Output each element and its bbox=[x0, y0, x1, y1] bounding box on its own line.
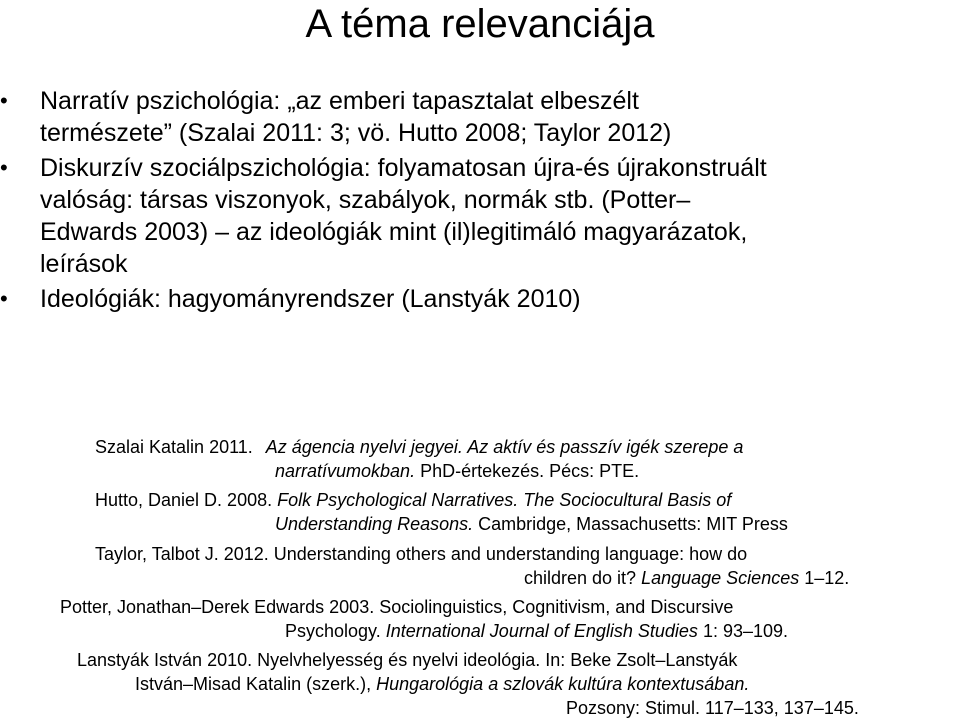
bullet-line: Diskurzív szociálpszichológia: folyamatosan újra-és újrakonstruált bbox=[40, 154, 767, 182]
ref-title: Understanding Reasons. bbox=[275, 514, 474, 534]
ref-text: children do it? bbox=[524, 568, 637, 588]
bullet-icon: • bbox=[0, 286, 8, 311]
reference-potter bbox=[60, 596, 733, 619]
reference-lanstyak bbox=[77, 649, 737, 672]
ref-title: narratívumokban. bbox=[275, 461, 416, 481]
bullet-item bbox=[0, 85, 960, 149]
reference-lanstyak-cont2 bbox=[566, 697, 859, 720]
reference-szalai bbox=[95, 436, 743, 459]
reference-lanstyak-cont bbox=[135, 673, 749, 696]
ref-text: 1–12. bbox=[804, 568, 850, 588]
bullet-icon: • bbox=[0, 88, 8, 113]
bullet-list bbox=[0, 85, 960, 315]
reference-taylor-cont bbox=[524, 567, 849, 590]
reference-szalai-cont bbox=[275, 460, 639, 483]
ref-text: István–Misad Katalin (szerk.), bbox=[135, 674, 372, 694]
ref-text: Pozsony: Stimul. 117–133, 137–145. bbox=[566, 698, 859, 718]
reference-potter-cont bbox=[285, 620, 788, 643]
ref-text: 1: 93–109. bbox=[702, 621, 789, 641]
ref-title: International Journal of English Studies bbox=[385, 621, 698, 641]
ref-title: Hungarológia a szlovák kultúra kontextusában. bbox=[376, 674, 750, 694]
bullet-item bbox=[0, 152, 960, 280]
ref-text: Cambridge, Massachusetts: MIT Press bbox=[478, 514, 788, 534]
bullet-line: természete” (Szalai 2011: 3; vö. Hutto 2008; Taylor 2012) bbox=[40, 119, 672, 147]
ref-text: Taylor, Talbot J. 2012. Understanding others and understanding language: how do bbox=[95, 544, 748, 564]
ref-text: Potter, Jonathan–Derek Edwards 2003. Sociolinguistics, Cognitivism, and Discursive bbox=[60, 597, 734, 617]
ref-title: Language Sciences bbox=[641, 568, 800, 588]
ref-title: Folk Psychological Narratives. The Sociocultural Basis of bbox=[277, 490, 732, 510]
ref-text: PhD-értekezés. Pécs: PTE. bbox=[420, 461, 640, 481]
bullet-line: valóság: társas viszonyok, szabályok, normák stb. (Potter– bbox=[40, 186, 691, 214]
ref-title: Az ágencia nyelvi jegyei. Az aktív és passzív igék szerepe a bbox=[265, 437, 744, 457]
slide-title: A téma relevanciája bbox=[305, 2, 655, 46]
bullet-line: Ideológiák: hagyományrendszer (Lanstyák 2010) bbox=[40, 285, 581, 313]
bullet-line: Edwards 2003) – az ideológiák mint (il)legitimáló magyarázatok, bbox=[40, 218, 748, 246]
ref-text: Psychology. bbox=[285, 621, 381, 641]
ref-text: Hutto, Daniel D. 2008. bbox=[95, 490, 273, 510]
ref-text: Lanstyák István 2010. Nyelvhelyesség és nyelvi ideológia. In: Beke Zsolt–Lanstyák bbox=[77, 650, 738, 670]
bullet-item bbox=[0, 283, 960, 315]
reference-hutto bbox=[95, 489, 731, 512]
reference-taylor bbox=[95, 543, 747, 566]
ref-text: Szalai Katalin 2011. bbox=[95, 437, 253, 457]
bullet-line: leírások bbox=[40, 250, 128, 278]
reference-hutto-cont bbox=[275, 513, 788, 536]
bullet-line: Narratív pszichológia: „az emberi tapasztalat elbeszélt bbox=[40, 87, 639, 115]
bullet-icon: • bbox=[0, 155, 8, 180]
